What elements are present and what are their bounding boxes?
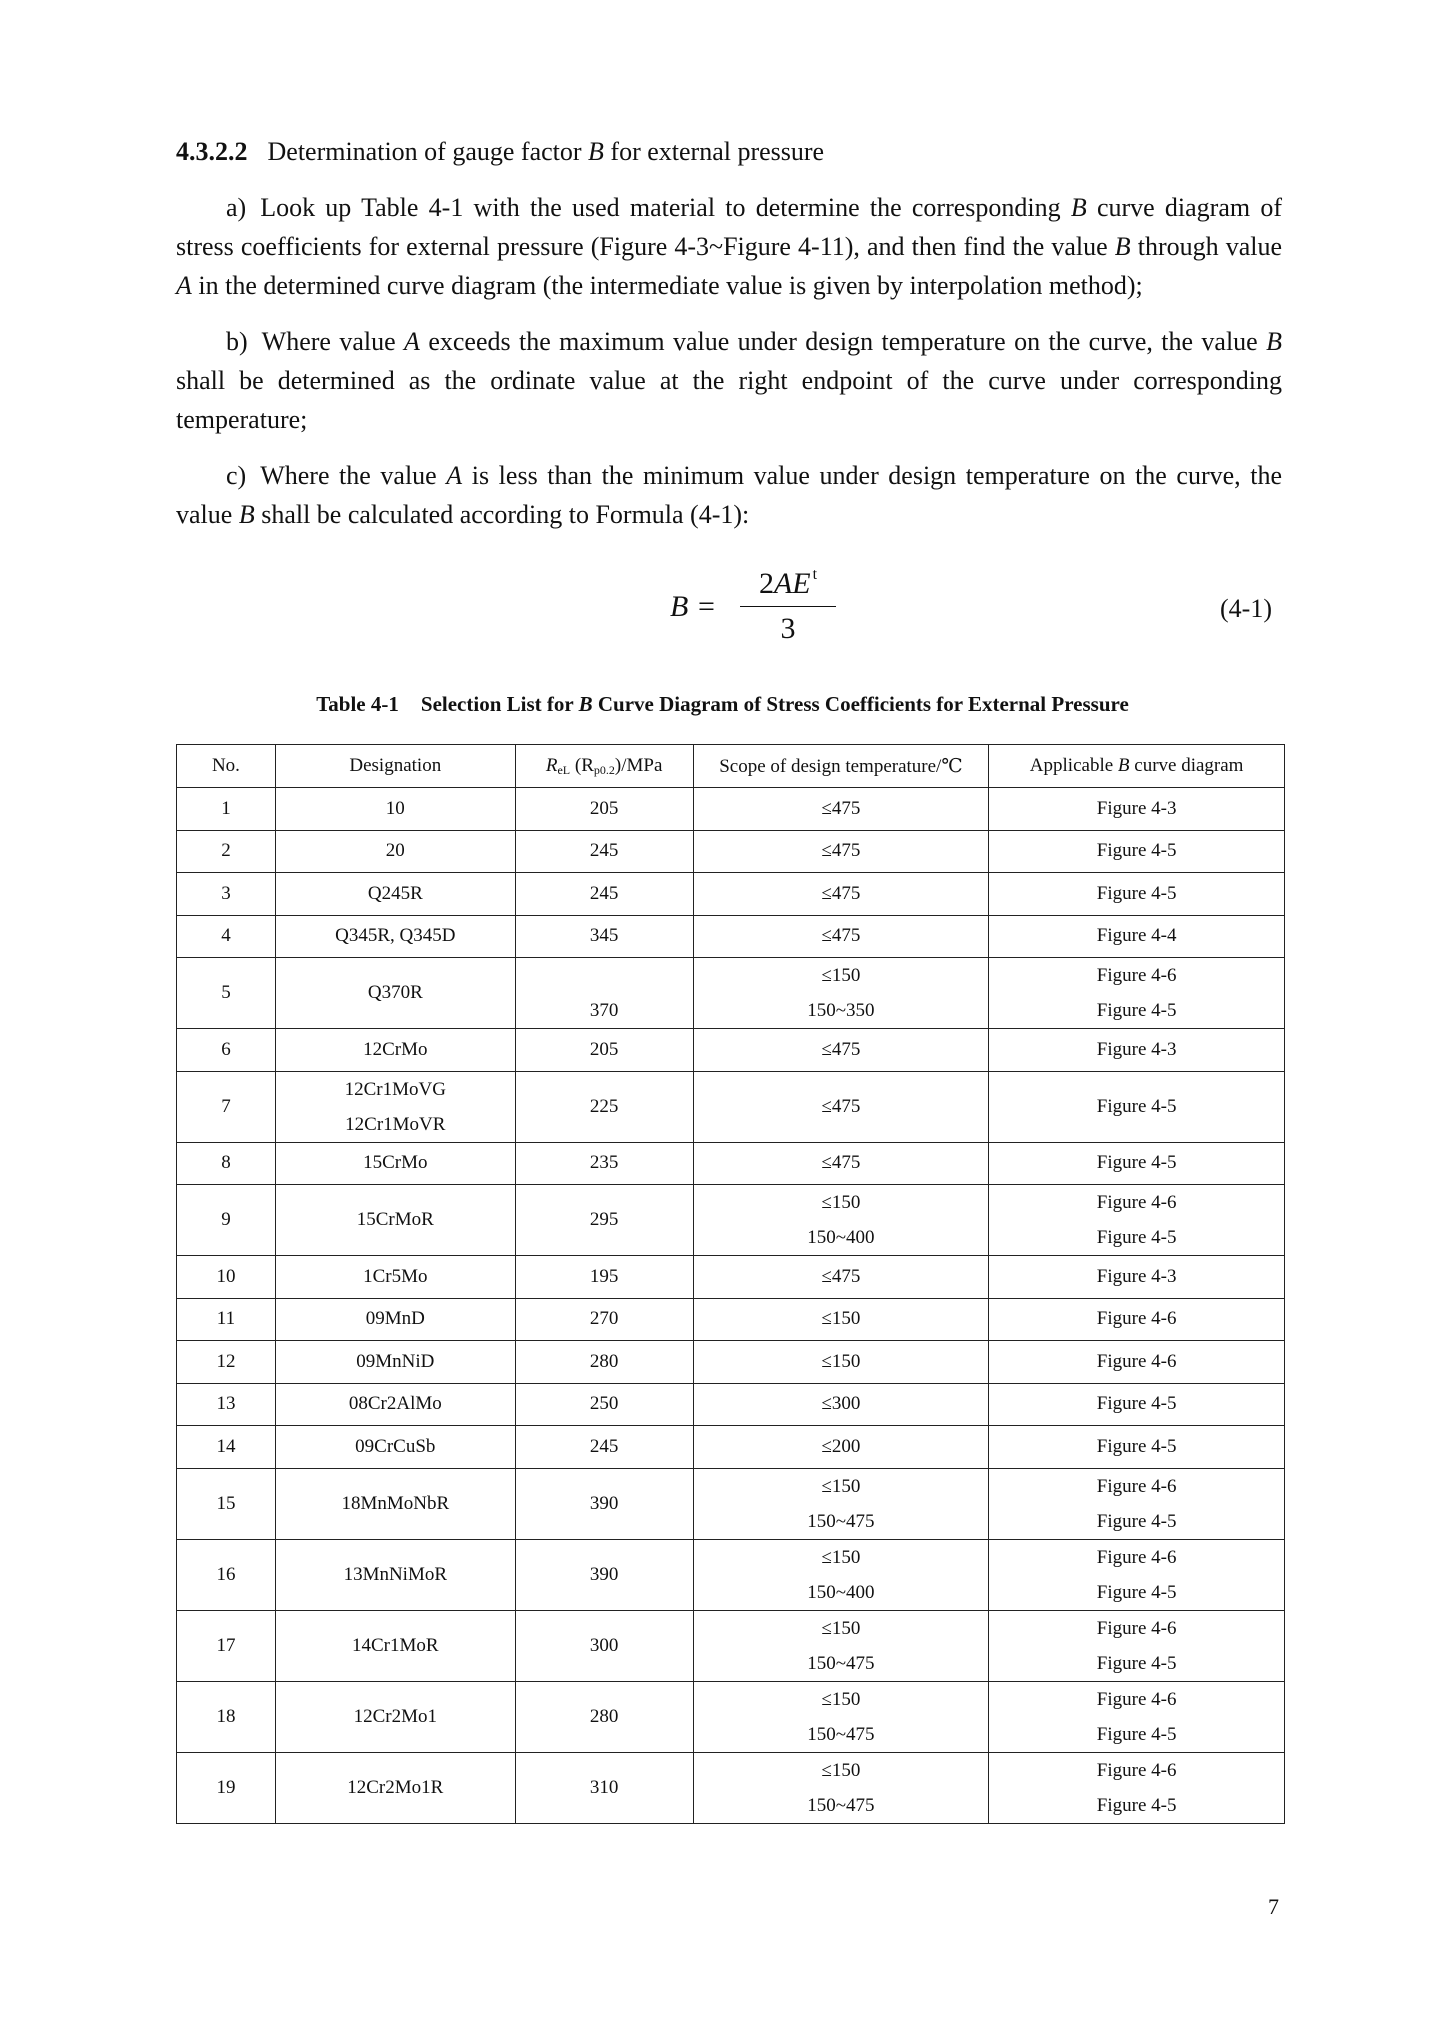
section-title-variable: B — [588, 137, 604, 166]
section-title-part: Determination of gauge factor — [267, 137, 589, 166]
table-row — [177, 788, 1285, 831]
figure-line-stack — [989, 1469, 1284, 1539]
paragraph-text: exceeds the maximum value under design temperature on the curve, the value — [419, 327, 1267, 356]
temperature-line: ≤475 — [821, 1152, 861, 1174]
table-row — [177, 830, 1285, 873]
table-caption-text: Curve Diagram of Stress Coefficients for External Pressure — [592, 692, 1129, 716]
temperature-line-stack — [694, 1469, 989, 1539]
temperature-line: ≤475 — [821, 925, 861, 947]
temperature-line: ≤200 — [821, 1435, 861, 1457]
paragraph-text: Look up Table 4-1 with the used material to determine the corresponding — [260, 193, 1071, 222]
paragraph-text: shall be calculated according to Formula (4-1): — [254, 500, 750, 529]
designation-line: Q370R — [367, 982, 423, 1003]
cell-rel: 390 — [515, 1539, 693, 1610]
cell-rel: 270 — [515, 1298, 693, 1341]
table-row — [177, 1468, 1285, 1539]
cell-rel: 235 — [515, 1142, 693, 1185]
designation-line: 12CrMo — [363, 1038, 428, 1060]
numerator-coefficient: 2 — [758, 567, 774, 600]
table-row — [177, 958, 1285, 1029]
temperature-line: ≤150 — [821, 965, 861, 986]
temperature-line: ≤475 — [821, 1265, 861, 1287]
table-row — [177, 1426, 1285, 1469]
cell-temperature — [693, 1539, 989, 1610]
math-variable: A — [404, 327, 420, 356]
figure-line: Figure 4-3 — [1096, 1265, 1177, 1287]
table-row — [177, 1610, 1285, 1681]
cell-curve-diagram — [989, 1610, 1285, 1681]
temperature-line: 150~475 — [807, 1652, 875, 1674]
designation-line: 12Cr1MoVR — [345, 1113, 446, 1135]
paragraph-text: through value — [1130, 232, 1283, 261]
temperature-line: ≤475 — [821, 1038, 861, 1060]
table-caption-tag: Table 4-1 — [316, 692, 399, 716]
cell-curve-diagram — [989, 958, 1285, 1029]
table-row — [177, 915, 1285, 958]
cell-temperature — [693, 1185, 989, 1256]
cell-no: 17 — [177, 1610, 276, 1681]
designation-line: 09MnD — [365, 1308, 425, 1330]
designation-line: 20 — [385, 840, 405, 862]
figure-line: Figure 4-6 — [1096, 1350, 1177, 1372]
temperature-line-stack — [694, 1611, 989, 1681]
temperature-line-stack — [694, 1753, 989, 1823]
figure-line: Figure 4-5 — [1096, 1095, 1177, 1117]
cell-curve-diagram — [989, 830, 1285, 873]
figure-line: Figure 4-5 — [1096, 1794, 1177, 1816]
figure-line: Figure 4-5 — [1096, 1227, 1177, 1248]
cell-designation — [275, 788, 515, 831]
cell-designation — [275, 1341, 515, 1384]
temperature-line: ≤150 — [821, 1475, 861, 1497]
designation-line: 12Cr1MoVG — [344, 1078, 446, 1100]
temperature-line: ≤475 — [821, 882, 861, 904]
cell-temperature — [693, 1752, 989, 1823]
figure-line: Figure 4-6 — [1096, 1617, 1177, 1639]
designation-line: 12Cr2Mo1R — [347, 1776, 444, 1798]
figure-line: Figure 4-3 — [1096, 1038, 1177, 1060]
cell-rel: 280 — [515, 1681, 693, 1752]
paragraph-c — [176, 456, 1282, 534]
paragraph-text: Where the value — [260, 461, 447, 490]
fraction-bar — [740, 606, 836, 607]
designation-line: Q345R, Q345D — [335, 925, 456, 947]
header-curve-variable: B — [1117, 755, 1130, 776]
formula-equals: = — [698, 590, 715, 623]
cell-designation — [275, 958, 515, 1029]
formula-denominator: 3 — [780, 612, 796, 645]
cell-no: 8 — [177, 1142, 276, 1185]
cell-temperature — [693, 1681, 989, 1752]
cell-curve-diagram — [989, 1539, 1285, 1610]
cell-designation — [275, 1752, 515, 1823]
cell-curve-diagram — [989, 1029, 1285, 1072]
temperature-line: 150~350 — [807, 1000, 875, 1021]
cell-no: 15 — [177, 1468, 276, 1539]
rel-value: 370 — [589, 1000, 619, 1021]
cell-no: 14 — [177, 1426, 276, 1469]
designation-line: 14Cr1MoR — [352, 1634, 439, 1656]
table-body — [177, 788, 1285, 1824]
cell-rel: 245 — [515, 1426, 693, 1469]
header-curve-text: curve diagram — [1129, 755, 1244, 776]
figure-line-stack — [989, 1540, 1284, 1610]
figure-line: Figure 4-5 — [1096, 1581, 1177, 1603]
cell-designation — [275, 1071, 515, 1142]
math-variable: B — [238, 500, 255, 529]
cell-designation — [275, 1185, 515, 1256]
table-row — [177, 1185, 1285, 1256]
table-header-row — [177, 745, 1285, 788]
cell-no: 2 — [177, 830, 276, 873]
cell-curve-diagram — [989, 1752, 1285, 1823]
cell-designation — [275, 1256, 515, 1299]
header-rel-variable: R — [545, 754, 558, 776]
cell-no: 13 — [177, 1383, 276, 1426]
cell-curve-diagram — [989, 915, 1285, 958]
paragraph-label: b) — [226, 327, 248, 356]
table-row — [177, 1071, 1285, 1142]
figure-line: Figure 4-6 — [1096, 1759, 1177, 1781]
formula-4-1 — [640, 566, 880, 646]
cell-temperature — [693, 1071, 989, 1142]
designation-line: 09MnNiD — [356, 1350, 435, 1372]
header-no: No. — [177, 745, 276, 788]
figure-line: Figure 4-5 — [1096, 1000, 1177, 1021]
paragraph-text: Where value — [261, 327, 405, 356]
figure-line: Figure 4-6 — [1096, 1475, 1177, 1497]
temperature-line-stack — [694, 1185, 989, 1255]
table-caption-variable: B — [578, 692, 593, 716]
designation-line: 10 — [385, 797, 405, 819]
temperature-line: ≤300 — [821, 1393, 861, 1415]
math-variable: B — [1114, 232, 1131, 261]
formula-numerator — [740, 566, 836, 601]
table-row — [177, 1383, 1285, 1426]
table-row — [177, 1256, 1285, 1299]
cell-temperature — [693, 830, 989, 873]
table-row — [177, 1142, 1285, 1185]
cell-designation — [275, 1681, 515, 1752]
cell-rel: 280 — [515, 1341, 693, 1384]
cell-curve-diagram — [989, 1341, 1285, 1384]
cell-temperature — [693, 1383, 989, 1426]
temperature-line: ≤150 — [821, 1546, 861, 1568]
cell-designation — [275, 873, 515, 916]
figure-line: Figure 4-5 — [1096, 882, 1177, 904]
figure-line: Figure 4-5 — [1096, 1510, 1177, 1532]
figure-line-stack — [989, 1753, 1284, 1823]
figure-line-stack — [989, 1682, 1284, 1752]
header-curve-diagram — [989, 745, 1285, 788]
cell-no: 5 — [177, 958, 276, 1029]
table-caption — [0, 692, 1445, 717]
cell-designation — [275, 1539, 515, 1610]
figure-line: Figure 4-5 — [1096, 1435, 1177, 1457]
cell-temperature — [693, 915, 989, 958]
math-variable: B — [1070, 193, 1087, 222]
temperature-line: ≤150 — [821, 1617, 861, 1639]
temperature-line: ≤150 — [821, 1308, 861, 1330]
paragraph-label: c) — [226, 461, 247, 490]
figure-line-stack — [989, 958, 1284, 1028]
table-row — [177, 1341, 1285, 1384]
temperature-line: 150~400 — [807, 1581, 875, 1603]
designation-line: 12Cr2Mo1 — [353, 1705, 437, 1727]
header-designation: Designation — [275, 745, 515, 788]
cell-designation — [275, 1298, 515, 1341]
figure-line: Figure 4-4 — [1096, 925, 1177, 947]
temperature-line: 150~475 — [807, 1794, 875, 1816]
designation-line-stack — [276, 1072, 515, 1142]
cell-temperature — [693, 1142, 989, 1185]
designation-line: 13MnNiMoR — [343, 1563, 448, 1585]
rel-stack — [516, 958, 693, 1028]
cell-rel: 300 — [515, 1610, 693, 1681]
paragraph-b — [176, 322, 1282, 439]
cell-curve-diagram — [989, 873, 1285, 916]
table-row — [177, 873, 1285, 916]
formula-lhs: B — [670, 590, 689, 623]
paragraph-a — [176, 188, 1282, 305]
header-rel-subscript: eL — [557, 762, 571, 777]
temperature-line: ≤475 — [821, 797, 861, 819]
cell-curve-diagram — [989, 1142, 1285, 1185]
cell-designation — [275, 915, 515, 958]
figure-line: Figure 4-5 — [1096, 1652, 1177, 1674]
page-number: 7 — [1268, 1894, 1279, 1919]
cell-temperature — [693, 1341, 989, 1384]
cell-no: 18 — [177, 1681, 276, 1752]
cell-temperature — [693, 1029, 989, 1072]
figure-line: Figure 4-6 — [1096, 1546, 1177, 1568]
header-curve-text: Applicable — [1029, 755, 1118, 776]
table-row — [177, 1539, 1285, 1610]
designation-line: 1Cr5Mo — [363, 1265, 428, 1287]
temperature-line: 150~400 — [807, 1227, 875, 1248]
cell-rel: 245 — [515, 873, 693, 916]
cell-no: 1 — [177, 788, 276, 831]
cell-no: 7 — [177, 1071, 276, 1142]
cell-curve-diagram — [989, 1298, 1285, 1341]
paragraph-text: shall be determined as the ordinate value at the right endpoint of the curve under corresponding temperature; — [176, 366, 1282, 434]
cell-rel — [515, 958, 693, 1029]
selection-table — [176, 744, 1285, 1824]
paragraph-text: is less than the minimum value under design temperature on the curve, the value — [176, 461, 1282, 529]
cell-designation — [275, 1426, 515, 1469]
cell-temperature — [693, 958, 989, 1029]
paragraph-label: a) — [226, 193, 247, 222]
table-row — [177, 1298, 1285, 1341]
cell-rel: 345 — [515, 915, 693, 958]
cell-rel: 195 — [515, 1256, 693, 1299]
cell-rel: 205 — [515, 1029, 693, 1072]
figure-line: Figure 4-6 — [1096, 965, 1177, 986]
figure-line: Figure 4-5 — [1096, 1152, 1177, 1174]
cell-no: 6 — [177, 1029, 276, 1072]
table-caption-text: Selection List for — [420, 692, 579, 716]
cell-no: 16 — [177, 1539, 276, 1610]
designation-line: 09CrCuSb — [355, 1435, 436, 1457]
cell-no: 3 — [177, 873, 276, 916]
table-row — [177, 1029, 1285, 1072]
designation-line: 15CrMo — [363, 1152, 428, 1174]
figure-line: Figure 4-5 — [1096, 1723, 1177, 1745]
cell-designation — [275, 1029, 515, 1072]
cell-no: 11 — [177, 1298, 276, 1341]
cell-no: 12 — [177, 1341, 276, 1384]
temperature-line: ≤150 — [821, 1759, 861, 1781]
header-rel-text: )/MPa — [614, 754, 663, 776]
temperature-line: ≤150 — [821, 1688, 861, 1710]
figure-line: Figure 4-6 — [1096, 1308, 1177, 1330]
table-row — [177, 1752, 1285, 1823]
header-temperature: Scope of design temperature/℃ — [693, 745, 989, 788]
cell-curve-diagram — [989, 1383, 1285, 1426]
math-variable: A — [176, 271, 192, 300]
cell-temperature — [693, 1610, 989, 1681]
cell-designation — [275, 1383, 515, 1426]
cell-temperature — [693, 1298, 989, 1341]
temperature-line: ≤150 — [821, 1350, 861, 1372]
cell-curve-diagram — [989, 1426, 1285, 1469]
table-row — [177, 1681, 1285, 1752]
figure-line: Figure 4-5 — [1096, 840, 1177, 862]
temperature-line: ≤475 — [821, 840, 861, 862]
cell-designation — [275, 1142, 515, 1185]
cell-designation — [275, 830, 515, 873]
cell-rel: 250 — [515, 1383, 693, 1426]
temperature-line-stack — [694, 1540, 989, 1610]
cell-designation — [275, 1468, 515, 1539]
designation-line: 18MnMoNbR — [341, 1492, 450, 1514]
cell-curve-diagram — [989, 1681, 1285, 1752]
cell-rel: 225 — [515, 1071, 693, 1142]
section-title-part: for external pressure — [603, 137, 825, 166]
header-rel — [515, 745, 693, 788]
cell-rel: 245 — [515, 830, 693, 873]
temperature-line-stack — [694, 1682, 989, 1752]
cell-curve-diagram — [989, 788, 1285, 831]
header-rel-text: (R — [570, 754, 594, 776]
cell-temperature — [693, 1468, 989, 1539]
temperature-line: ≤475 — [821, 1095, 861, 1117]
cell-no: 10 — [177, 1256, 276, 1299]
cell-designation — [275, 1610, 515, 1681]
figure-line: Figure 4-5 — [1096, 1393, 1177, 1415]
temperature-line: 150~475 — [807, 1723, 875, 1745]
paragraph-text: curve diagram of stress coefficients for external pressure (Figure 4-3~Figure 4-11), and then find the value — [176, 193, 1282, 261]
section-heading — [176, 134, 824, 170]
figure-line-stack — [989, 1185, 1284, 1255]
temperature-line: 150~475 — [807, 1510, 875, 1532]
cell-temperature — [693, 1256, 989, 1299]
figure-line: Figure 4-3 — [1096, 797, 1177, 819]
cell-no: 4 — [177, 915, 276, 958]
cell-no: 9 — [177, 1185, 276, 1256]
formula-number: (4-1) — [1220, 594, 1272, 623]
cell-no: 19 — [177, 1752, 276, 1823]
figure-line: Figure 4-6 — [1096, 1688, 1177, 1710]
cell-rel: 205 — [515, 788, 693, 831]
cell-rel: 390 — [515, 1468, 693, 1539]
figure-line: Figure 4-6 — [1096, 1192, 1177, 1213]
numerator-superscript: t — [812, 566, 818, 583]
paragraph-text: in the determined curve diagram (the intermediate value is given by interpolation method); — [191, 271, 1143, 300]
section-number: 4.3.2.2 — [176, 137, 248, 166]
math-variable: B — [1266, 327, 1282, 356]
cell-temperature — [693, 873, 989, 916]
designation-line: 08Cr2AlMo — [348, 1393, 442, 1415]
designation-line: 15CrMoR — [356, 1209, 434, 1230]
cell-temperature — [693, 788, 989, 831]
cell-curve-diagram — [989, 1185, 1285, 1256]
temperature-line-stack — [694, 958, 989, 1028]
cell-rel: 310 — [515, 1752, 693, 1823]
designation-line: Q245R — [367, 882, 423, 904]
cell-curve-diagram — [989, 1468, 1285, 1539]
figure-line-stack — [989, 1611, 1284, 1681]
math-variable: A — [446, 461, 463, 490]
cell-curve-diagram — [989, 1071, 1285, 1142]
cell-temperature — [693, 1426, 989, 1469]
cell-curve-diagram — [989, 1256, 1285, 1299]
numerator-variables: AE — [773, 567, 811, 600]
header-rel-subscript: p0.2 — [593, 762, 615, 777]
temperature-line: ≤150 — [821, 1192, 861, 1213]
cell-rel: 295 — [515, 1185, 693, 1256]
